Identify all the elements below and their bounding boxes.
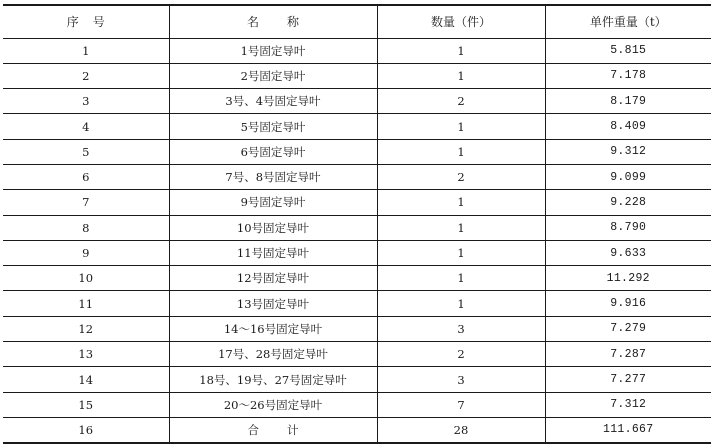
cell-qty: 1	[377, 240, 545, 265]
cell-weight: 8.409	[545, 114, 711, 139]
cell-qty: 1	[377, 139, 545, 164]
cell-qty: 1	[377, 63, 545, 88]
cell-qty: 7	[377, 392, 545, 417]
cell-weight: 7.279	[545, 316, 711, 341]
cell-seq: 5	[82, 144, 90, 159]
cell-seq: 7	[82, 195, 90, 210]
cell-seq: 8	[82, 220, 90, 235]
cell-name: 14～16号固定导叶	[169, 316, 377, 341]
cell-seq: 1	[82, 43, 90, 58]
cell-name: 18号、19号、27号固定导叶	[169, 367, 377, 392]
cell-name: 7号、8号固定导叶	[169, 164, 377, 189]
cell-weight: 9.228	[545, 190, 711, 215]
cell-name: 合计	[169, 417, 377, 442]
table-row	[3, 215, 711, 240]
cell-qty: 1	[377, 38, 545, 63]
cell-qty: 2	[377, 342, 545, 367]
cell-seq: 15	[78, 397, 94, 412]
cell-weight: 5.815	[545, 38, 711, 63]
guide-vane-weight-table	[3, 4, 711, 444]
table-row	[3, 240, 711, 265]
cell-weight: 9.916	[545, 291, 711, 316]
cell-qty: 28	[377, 417, 545, 442]
total-row	[3, 417, 711, 442]
cell-seq: 10	[78, 271, 94, 286]
cell-seq: 14	[78, 372, 94, 387]
cell-seq: 16	[78, 422, 94, 437]
cell-seq: 3	[82, 94, 90, 109]
cell-name: 13号固定导叶	[169, 291, 377, 316]
cell-seq: 9	[82, 246, 90, 261]
table-row	[3, 114, 711, 139]
cell-qty: 1	[377, 114, 545, 139]
cell-qty: 2	[377, 164, 545, 189]
cell-weight: 11.292	[545, 266, 711, 291]
cell-seq: 11	[78, 296, 94, 311]
cell-seq: 2	[82, 68, 90, 83]
cell-qty: 2	[377, 89, 545, 114]
header-weight: 单件重量（t）	[545, 5, 711, 38]
cell-name: 20～26号固定导叶	[169, 392, 377, 417]
table-row	[3, 291, 711, 316]
header-row	[3, 5, 711, 38]
table-row	[3, 38, 711, 63]
header-name: 名称	[169, 5, 377, 38]
cell-weight: 9.633	[545, 240, 711, 265]
header-qty: 数量（件）	[377, 5, 545, 38]
table-row	[3, 63, 711, 88]
cell-name: 3号、4号固定导叶	[169, 89, 377, 114]
header-seq: 序号	[66, 15, 119, 30]
cell-qty: 1	[377, 266, 545, 291]
cell-name: 9号固定导叶	[169, 190, 377, 215]
cell-weight: 7.287	[545, 342, 711, 367]
table-row	[3, 190, 711, 215]
cell-name: 6号固定导叶	[169, 139, 377, 164]
cell-seq: 12	[78, 321, 94, 336]
cell-name: 17号、28号固定导叶	[169, 342, 377, 367]
table-row	[3, 139, 711, 164]
cell-qty: 1	[377, 291, 545, 316]
cell-name: 10号固定导叶	[169, 215, 377, 240]
table-row	[3, 392, 711, 417]
cell-weight: 9.312	[545, 139, 711, 164]
cell-name: 11号固定导叶	[169, 240, 377, 265]
table-header	[3, 5, 711, 38]
cell-weight: 9.099	[545, 164, 711, 189]
cell-weight: 8.179	[545, 89, 711, 114]
guide-vane-weight-table-container	[3, 4, 711, 444]
cell-name: 5号固定导叶	[169, 114, 377, 139]
table-row	[3, 367, 711, 392]
cell-weight: 7.312	[545, 392, 711, 417]
table-body	[3, 38, 711, 443]
cell-seq: 13	[78, 347, 94, 362]
cell-seq: 6	[82, 170, 90, 185]
cell-qty: 1	[377, 190, 545, 215]
cell-name: 1号固定导叶	[169, 38, 377, 63]
cell-seq: 4	[82, 119, 90, 134]
table-row	[3, 316, 711, 341]
cell-name: 2号固定导叶	[169, 63, 377, 88]
cell-qty: 3	[377, 316, 545, 341]
table-row	[3, 164, 711, 189]
table-row	[3, 342, 711, 367]
cell-weight: 111.667	[545, 417, 711, 442]
cell-name: 12号固定导叶	[169, 266, 377, 291]
cell-weight: 7.178	[545, 63, 711, 88]
cell-weight: 8.790	[545, 215, 711, 240]
table-row	[3, 266, 711, 291]
cell-weight: 7.277	[545, 367, 711, 392]
cell-qty: 3	[377, 367, 545, 392]
table-row	[3, 89, 711, 114]
cell-qty: 1	[377, 215, 545, 240]
